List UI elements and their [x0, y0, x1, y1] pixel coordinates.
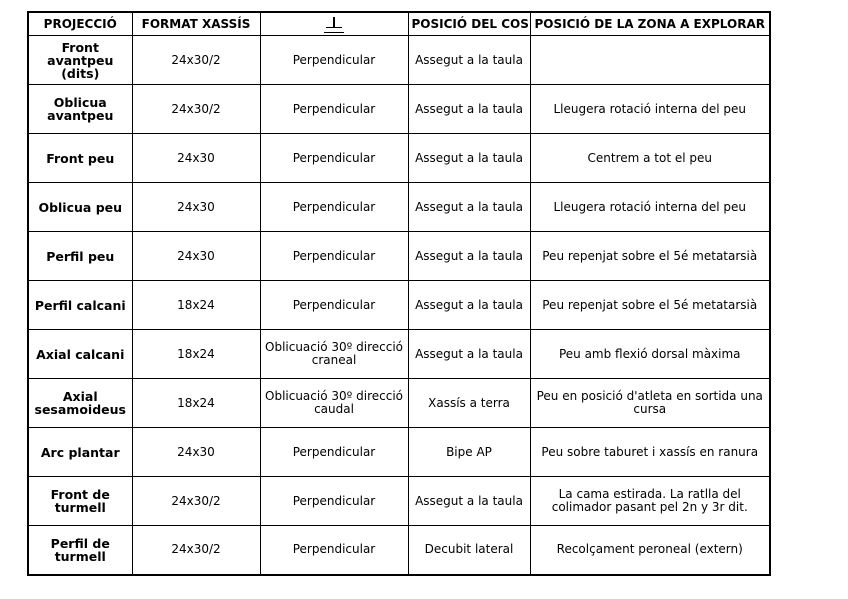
angle-cell: Perpendicular	[260, 232, 408, 281]
body-position-cell: Decubit lateral	[408, 526, 530, 575]
projection-cell: Perfil de turmell	[28, 526, 132, 575]
body-position-cell: Assegut a la taula	[408, 85, 530, 134]
format-cell: 24x30	[132, 134, 260, 183]
zone-position-cell: Lleugera rotació interna del peu	[530, 183, 770, 232]
zone-position-cell: Lleugera rotació interna del peu	[530, 85, 770, 134]
format-cell: 24x30/2	[132, 36, 260, 85]
projection-cell: Front peu	[28, 134, 132, 183]
header-projeccio: PROJECCIÓ	[28, 12, 132, 36]
projection-cell: Axial calcani	[28, 330, 132, 379]
angle-cell: Perpendicular	[260, 183, 408, 232]
zone-position-cell: La cama estirada. La ratlla del colimador pasant pel 2n y 3r dit.	[530, 477, 770, 526]
body-position-cell: Xassís a terra	[408, 379, 530, 428]
angle-cell: Oblicuació 30º direcció caudal	[260, 379, 408, 428]
body-position-cell: Assegut a la taula	[408, 477, 530, 526]
header-row	[28, 12, 770, 36]
zone-position-cell: Peu repenjat sobre el 5é metatarsià	[530, 232, 770, 281]
table-row	[28, 85, 770, 134]
zone-position-cell: Peu repenjat sobre el 5é metatarsià	[530, 281, 770, 330]
body-position-cell: Assegut a la taula	[408, 281, 530, 330]
table-row	[28, 183, 770, 232]
header-posicio-zona: POSICIÓ DE LA ZONA A EXPLORAR	[530, 12, 770, 36]
zone-position-cell: Peu en posició d'atleta en sortida una cursa	[530, 379, 770, 428]
body-position-cell: Assegut a la taula	[408, 330, 530, 379]
header-format-xassis: FORMAT XASSÍS	[132, 12, 260, 36]
projection-cell: Arc plantar	[28, 428, 132, 477]
zone-position-cell: Centrem a tot el peu	[530, 134, 770, 183]
body-position-cell: Assegut a la taula	[408, 36, 530, 85]
projection-cell: Front avantpeu (dits)	[28, 36, 132, 85]
header-angle	[260, 12, 408, 36]
table-row	[28, 36, 770, 85]
table-row	[28, 134, 770, 183]
angle-cell: Perpendicular	[260, 428, 408, 477]
projection-cell: Oblicua peu	[28, 183, 132, 232]
angle-cell: Perpendicular	[260, 526, 408, 575]
angle-cell: Perpendicular	[260, 134, 408, 183]
format-cell: 18x24	[132, 379, 260, 428]
zone-position-cell: Peu sobre taburet i xassís en ranura	[530, 428, 770, 477]
format-cell: 24x30/2	[132, 85, 260, 134]
zone-position-cell: Recolçament peroneal (extern)	[530, 526, 770, 575]
table-row	[28, 281, 770, 330]
body-position-cell: Assegut a la taula	[408, 134, 530, 183]
table-row	[28, 477, 770, 526]
zone-position-cell	[530, 36, 770, 85]
perpendicular-icon	[325, 16, 343, 30]
table-row	[28, 526, 770, 575]
table-row	[28, 428, 770, 477]
format-cell: 24x30	[132, 428, 260, 477]
projection-cell: Axial sesamoideus	[28, 379, 132, 428]
body-position-cell: Assegut a la taula	[408, 232, 530, 281]
radiography-projections-table	[27, 11, 771, 576]
angle-cell: Perpendicular	[260, 85, 408, 134]
format-cell: 24x30/2	[132, 526, 260, 575]
angle-cell: Perpendicular	[260, 477, 408, 526]
projection-cell: Perfil calcani	[28, 281, 132, 330]
body-position-cell: Assegut a la taula	[408, 183, 530, 232]
table-row	[28, 232, 770, 281]
format-cell: 24x30	[132, 183, 260, 232]
header-posicio-cos: POSICIÓ DEL COS	[408, 12, 530, 36]
format-cell: 18x24	[132, 281, 260, 330]
projection-cell: Front de turmell	[28, 477, 132, 526]
table-row	[28, 330, 770, 379]
angle-cell: Perpendicular	[260, 36, 408, 85]
format-cell: 24x30	[132, 232, 260, 281]
format-cell: 18x24	[132, 330, 260, 379]
body-position-cell: Bipe AP	[408, 428, 530, 477]
table-row	[28, 379, 770, 428]
angle-cell: Perpendicular	[260, 281, 408, 330]
projection-cell: Oblicua avantpeu	[28, 85, 132, 134]
zone-position-cell: Peu amb flexió dorsal màxima	[530, 330, 770, 379]
angle-cell: Oblicuació 30º direcció craneal	[260, 330, 408, 379]
projection-cell: Perfil peu	[28, 232, 132, 281]
format-cell: 24x30/2	[132, 477, 260, 526]
